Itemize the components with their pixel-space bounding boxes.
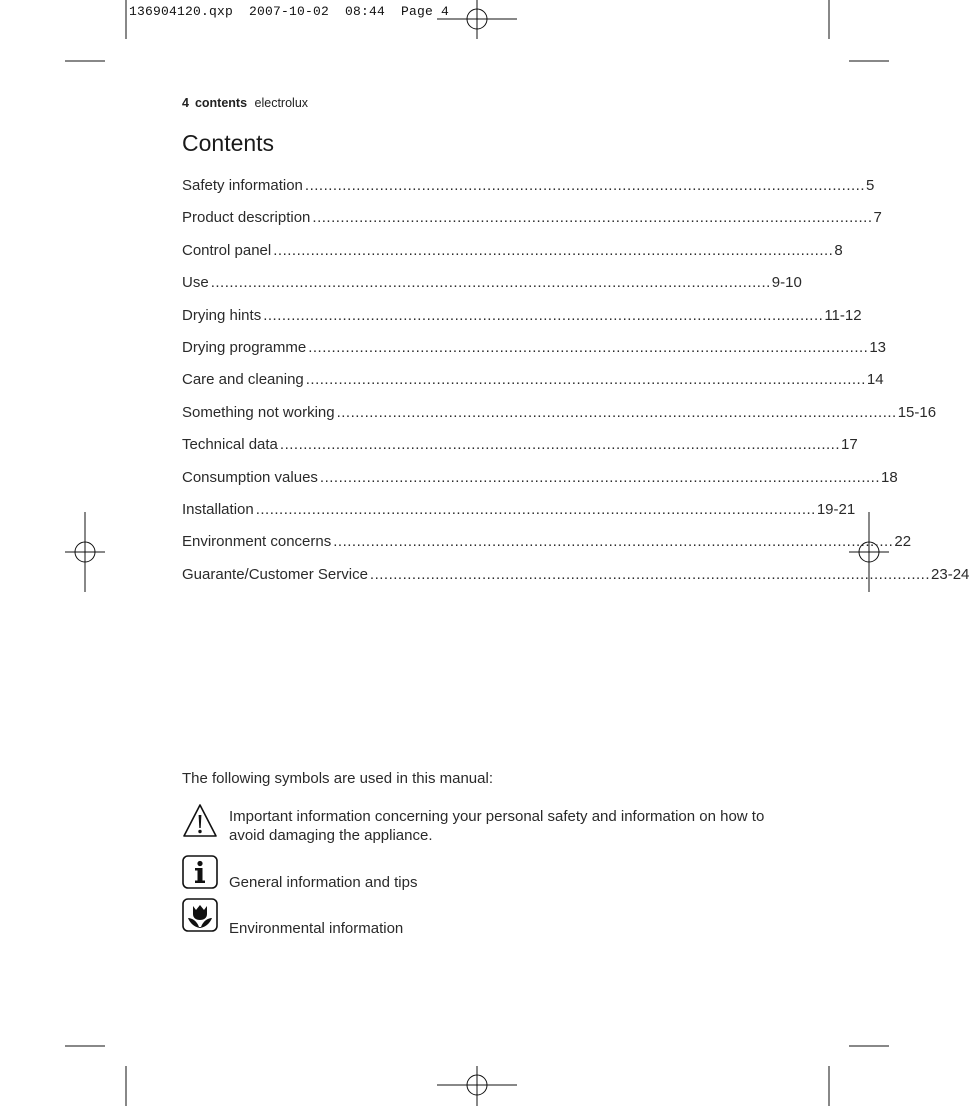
toc-leader-dots: ........................................................................................................................ — [312, 209, 873, 227]
toc-entry — [182, 565, 969, 598]
toc-leader-dots: ........................................................................................................................ — [273, 241, 834, 259]
info-icon — [182, 855, 218, 896]
toc-entry-page: 11-12 — [824, 306, 862, 324]
symbol-text-warning: Important information concerning your personal safety and information on how to avoid damaging the appliance. — [229, 808, 765, 844]
toc-entry — [182, 371, 884, 403]
toc-entry — [182, 500, 856, 533]
toc-entry-page: 15-16 — [897, 403, 937, 421]
toc-leader-dots: ........................................................................................................................ — [210, 274, 771, 292]
toc-entry-label: Consumption values — [182, 468, 318, 486]
toc-entry-page: 18 — [881, 468, 898, 486]
toc-entry-page: 22 — [894, 533, 912, 551]
toc-entry — [182, 533, 912, 565]
toc-entry — [182, 436, 858, 468]
toc-entry — [182, 306, 862, 339]
registration-mark-left — [65, 512, 105, 592]
toc-entry — [182, 209, 882, 241]
toc-entry-page: 19-21 — [816, 500, 856, 518]
toc-entry-label: Something not working — [182, 403, 335, 421]
toc-leader-dots: ........................................................................................................................ — [304, 177, 866, 194]
page-title: Contents — [182, 130, 275, 156]
symbols-intro: The following symbols are used in this manual: — [182, 770, 493, 787]
toc-entry — [182, 468, 898, 501]
running-head — [182, 96, 308, 110]
toc-entry — [182, 177, 875, 209]
toc-entry-label: Product description — [182, 209, 311, 227]
toc-leader-dots: ........................................................................................................................ — [255, 500, 816, 518]
page-number: 4 — [182, 96, 189, 110]
toc-entry — [182, 403, 937, 436]
toc-entry-label: Drying hints — [182, 306, 262, 324]
toc-leader-dots: ........................................................................................................................ — [279, 436, 841, 454]
toc-entry-label: Use — [182, 274, 209, 292]
toc-entry — [182, 241, 843, 274]
toc-entry-label: Care and cleaning — [182, 371, 304, 389]
toc-entry-page: 17 — [841, 436, 858, 454]
environment-flower-icon — [182, 898, 218, 939]
toc-leader-dots: ........................................................................................................................ — [263, 306, 824, 324]
toc-entry-page: 13 — [869, 338, 887, 356]
toc-entry-label: Drying programme — [182, 338, 307, 356]
toc-entry-label: Installation — [182, 500, 254, 518]
toc-entry-page: 23-24 — [931, 565, 969, 583]
toc-entry — [182, 338, 887, 371]
print-slug: 136904120.qxp 2007-10-02 08:44 Page 4 — [129, 4, 450, 19]
toc-leader-dots: ........................................................................................................................ — [319, 468, 881, 486]
symbol-text-environment: Environmental information — [229, 920, 404, 937]
toc-entry-label: Environment concerns — [182, 533, 332, 551]
toc-entry-page: 7 — [873, 209, 882, 227]
toc-leader-dots: ........................................................................................................................ — [308, 338, 869, 356]
toc-leader-dots: ........................................................................................................................ — [369, 565, 931, 583]
toc-leader-dots: ........................................................................................................................ — [333, 533, 894, 551]
toc-entry-label: Safety information — [182, 177, 303, 194]
toc-entry-page: 5 — [866, 177, 875, 194]
symbol-text-info: General information and tips — [229, 874, 418, 891]
toc-entry — [182, 274, 802, 306]
toc-entry-label: Control panel — [182, 241, 272, 259]
toc-leader-dots: ........................................................................................................................ — [336, 403, 897, 421]
toc-leader-dots: ........................................................................................................................ — [305, 371, 866, 389]
section-name: contents — [194, 96, 248, 110]
toc-entry-page: 8 — [834, 241, 843, 259]
toc-entry-page: 9-10 — [771, 274, 802, 292]
registration-mark-bottom — [437, 1066, 517, 1106]
warning-triangle-icon — [182, 803, 218, 844]
toc-entry-label: Guarante/Customer Service — [182, 565, 368, 583]
toc-entry-label: Technical data — [182, 436, 278, 454]
brand-name: electrolux — [254, 96, 309, 110]
table-of-contents — [182, 177, 969, 598]
toc-entry-page: 14 — [866, 371, 884, 389]
registration-mark-top — [437, 0, 517, 39]
